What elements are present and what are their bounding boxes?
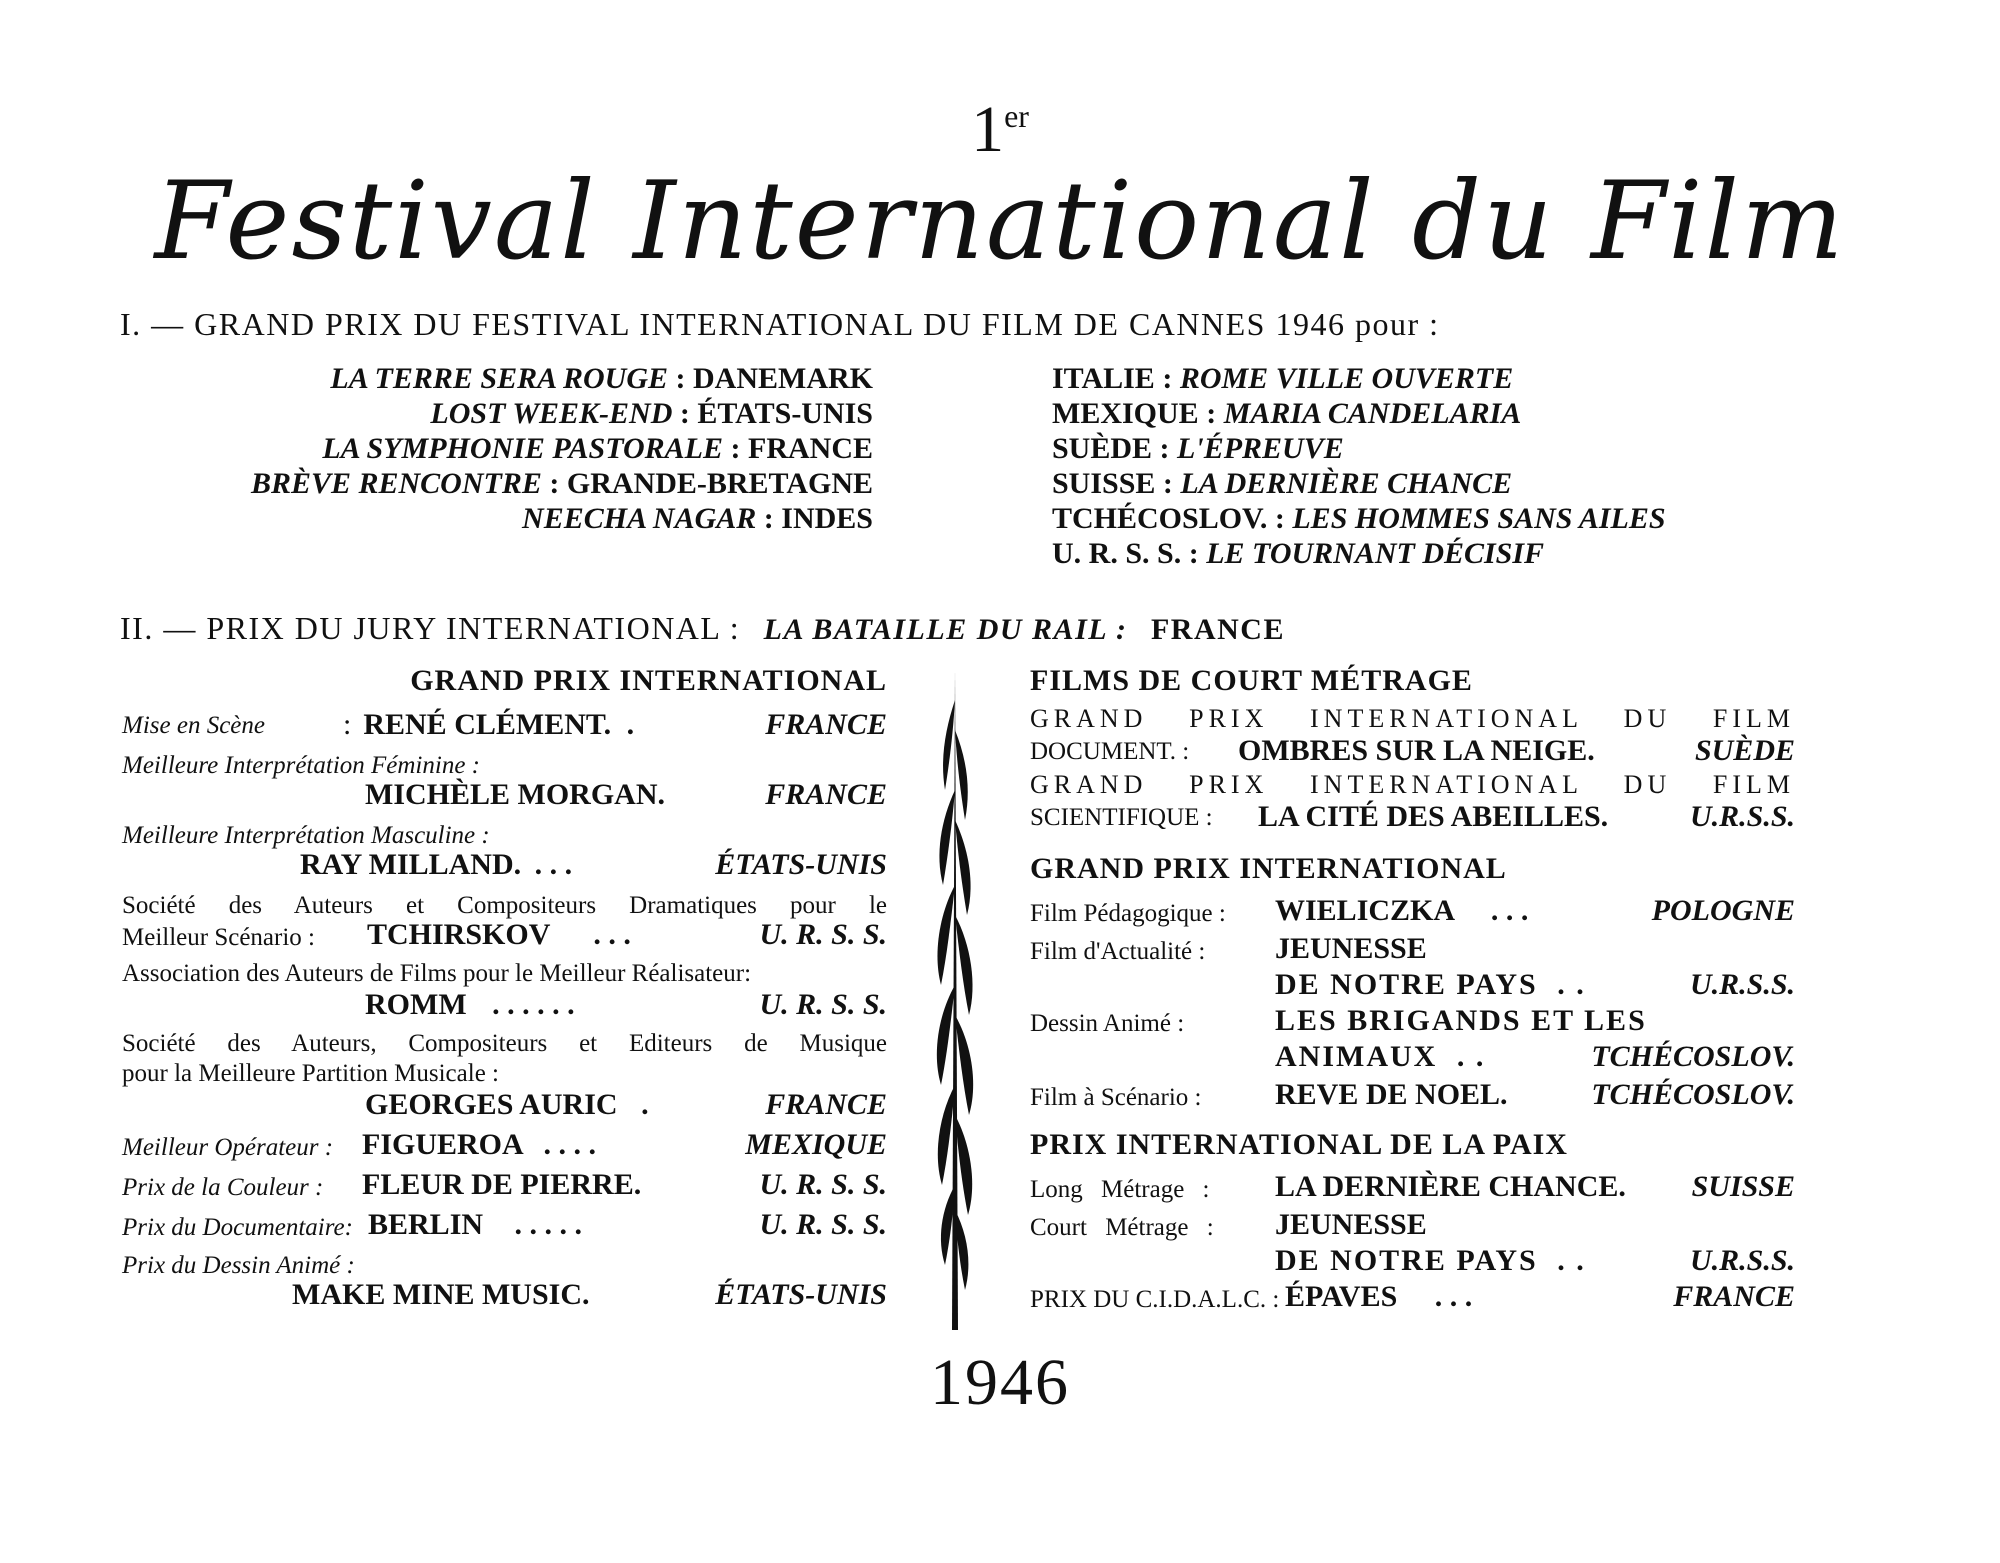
long-metrage-winner: LA DERNIÈRE CHANCE. (1275, 1170, 1626, 1203)
section1-heading: I. — GRAND PRIX DU FESTIVAL INTERNATIONAL DU FILM DE CANNES 1946 pour : (120, 306, 1440, 342)
fem-winner: MICHÈLE MORGAN. (365, 778, 665, 811)
grand-prix-left-entry: LA SYMPHONIE PASTORALE : FRANCE (322, 432, 873, 465)
sacd-winner: TCHIRSKOV . . . (367, 918, 631, 951)
sci-winner: LA CITÉ DES ABEILLES. (1258, 800, 1609, 833)
grand-prix-left-entry: LOST WEEK-END : ÉTATS-UNIS (430, 397, 873, 430)
doc-country: SUÈDE (1694, 734, 1795, 767)
anime-country: TCHÉCOSLOV. (1591, 1040, 1795, 1073)
section2-heading (120, 610, 1285, 647)
dessin-country: ÉTATS-UNIS (715, 1278, 887, 1311)
sacem-line2: pour la Meilleure Partition Musicale : (122, 1060, 499, 1087)
long-metrage-country: SUISSE (1691, 1170, 1795, 1203)
sacd-line1: Société des Auteurs et Compositeurs Dramatiques pour le (122, 892, 887, 919)
anime-winner-line1: LES BRIGANDS ET LES (1275, 1004, 1647, 1037)
grand-prix-right-entry: SUISSE : LA DERNIÈRE CHANCE (1052, 467, 1513, 500)
sacem-country: FRANCE (765, 1088, 887, 1121)
couleur-country: U. R. S. S. (759, 1168, 887, 1201)
doc-label: DOCUMENT. : (1030, 738, 1190, 765)
long-metrage-label: Long Métrage : (1030, 1176, 1210, 1203)
masc-winner: RAY MILLAND. . . . (300, 848, 573, 881)
masc-label: Meilleure Interprétation Masculine : (122, 822, 490, 849)
couleur-label: Prix de la Couleur : (122, 1174, 324, 1201)
mise-entry: : RENÉ CLÉMENT. . (343, 708, 635, 741)
documentaire-label: Prix du Documentaire: (122, 1214, 353, 1241)
sci-label: SCIENTIFIQUE : (1030, 804, 1213, 831)
court-metrage-country: U.R.S.S. (1689, 1244, 1795, 1277)
assoc-country: U. R. S. S. (759, 988, 887, 1021)
peda-winner: WIELICZKA . . . (1275, 894, 1529, 927)
dessin-label: Prix du Dessin Animé : (122, 1252, 355, 1279)
gp-right-heading: GRAND PRIX INTERNATIONAL (1030, 852, 1507, 885)
ordinal-heading (0, 92, 2000, 168)
actu-winner-line2: DE NOTRE PAYS . . (1275, 968, 1586, 1001)
gp-doc-line: GRAND PRIX INTERNATIONAL DU FILM (1030, 704, 1795, 733)
sacem-line1: Société des Auteurs, Compositeurs et Editeurs de Musique (122, 1030, 887, 1057)
peda-country: POLOGNE (1651, 894, 1795, 927)
fem-country: FRANCE (765, 778, 887, 811)
mise-country: FRANCE (765, 708, 887, 741)
section2-country: FRANCE (1150, 613, 1285, 646)
ordinal-suffix: er (1004, 98, 1029, 134)
ordinal-number: 1 (971, 93, 1005, 166)
scenario-label: Film à Scénario : (1030, 1084, 1202, 1111)
grand-prix-left-entry: BRÈVE RENCONTRE : GRANDE-BRETAGNE (250, 467, 873, 500)
anime-winner-line2: ANIMAUX . . (1275, 1040, 1486, 1073)
actu-label: Film d'Actualité : (1030, 938, 1206, 965)
doc-winner: OMBRES SUR LA NEIGE. (1238, 734, 1595, 767)
documentaire-country: U. R. S. S. (759, 1208, 887, 1241)
grand-prix-right-entry: TCHÉCOSLOV. : LES HOMMES SANS AILES (1052, 502, 1666, 535)
grand-prix-right-entry: ITALIE : ROME VILLE OUVERTE (1052, 362, 1514, 395)
masc-country: ÉTATS-UNIS (715, 848, 887, 881)
left-heading: GRAND PRIX INTERNATIONAL (410, 664, 887, 697)
sacd-label: Meilleur Scénario : (122, 924, 315, 951)
sacd-country: U. R. S. S. (759, 918, 887, 951)
year-footer: 1946 (930, 1346, 1070, 1419)
court-metrage-label: Court Métrage : (1030, 1214, 1214, 1241)
grand-prix-left-entry: LA TERRE SERA ROUGE : DANEMARK (330, 362, 873, 395)
cidalc-label: PRIX DU C.I.D.A.L.C. : (1030, 1286, 1280, 1313)
mise-label: Mise en Scène (122, 712, 265, 739)
operateur-label: Meilleur Opérateur : (122, 1134, 334, 1161)
operateur-country: MEXIQUE (745, 1128, 887, 1161)
section2-film: LA BATAILLE DU RAIL : (763, 613, 1128, 646)
assoc-line: Association des Auteurs de Films pour le Meilleur Réalisateur: (122, 960, 752, 987)
actu-country: U.R.S.S. (1689, 968, 1795, 1001)
sacem-winner: GEORGES AURIC . (365, 1088, 649, 1121)
sci-country: U.R.S.S. (1689, 800, 1795, 833)
anime-label: Dessin Animé : (1030, 1010, 1185, 1037)
palm-branch-divider (905, 670, 1005, 1330)
dessin-winner: MAKE MINE MUSIC. (292, 1278, 590, 1311)
actu-winner-line1: JEUNESSE (1275, 932, 1427, 965)
court-metrage-winner-line1: JEUNESSE (1275, 1208, 1427, 1241)
court-metrage-heading: FILMS DE COURT MÉTRAGE (1030, 664, 1473, 697)
assoc-winner: ROMM . . . . . . (365, 988, 575, 1021)
grand-prix-right-entry: U. R. S. S. : LE TOURNANT DÉCISIF (1052, 537, 1545, 570)
couleur-winner: FLEUR DE PIERRE. (362, 1168, 642, 1201)
fem-label: Meilleure Interprétation Féminine : (122, 752, 480, 779)
scenario-country: TCHÉCOSLOV. (1591, 1078, 1795, 1111)
grand-prix-right-entry: SUÈDE : L'ÉPREUVE (1052, 432, 1344, 465)
section2-label: II. — PRIX DU JURY INTERNATIONAL : (120, 610, 741, 646)
operateur-winner: FIGUEROA . . . . (362, 1128, 597, 1161)
festival-title: Festival International du Film (154, 159, 1846, 284)
gp-sci-line: GRAND PRIX INTERNATIONAL DU FILM (1030, 770, 1795, 799)
court-metrage-winner-line2: DE NOTRE PAYS . . (1275, 1244, 1586, 1277)
scenario-winner: REVE DE NOEL. (1275, 1078, 1508, 1111)
cidalc-winner: ÉPAVES . . . (1285, 1280, 1473, 1313)
grand-prix-left-entry: NEECHA NAGAR : INDES (522, 502, 873, 535)
paix-heading: PRIX INTERNATIONAL DE LA PAIX (1030, 1128, 1568, 1161)
cidalc-country: FRANCE (1673, 1280, 1795, 1313)
peda-label: Film Pédagogique : (1030, 900, 1226, 927)
grand-prix-right-entry: MEXIQUE : MARIA CANDELARIA (1052, 397, 1522, 430)
documentaire-winner: BERLIN . . . . . (368, 1208, 583, 1241)
